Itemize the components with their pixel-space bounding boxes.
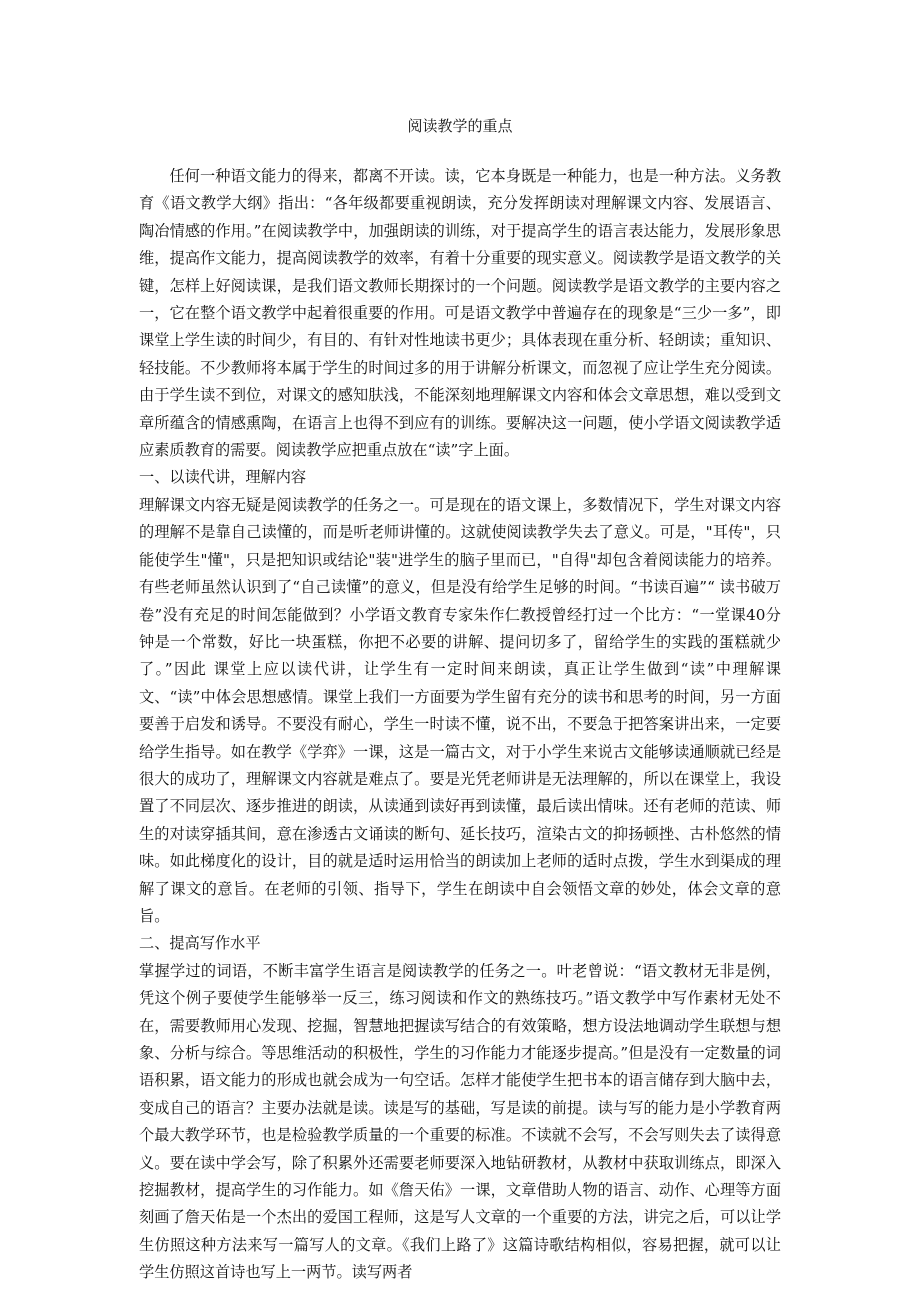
section-paragraph-1: 理解课文内容无疑是阅读教学的任务之一。可是现在的语文课上，多数情况下，学生对课文内容的理解不是靠自己读懂的，而是听老师讲懂的。这就使阅读教学失去了意义。可是，"耳传"，只能使学生"懂"，只是把知识或结论"装"进学生的脑子里而已，"自得"却包含着阅读能力的培养。有些老师虽然认识到了“自己读懂”的意义，但是没有给学生足够的时间。“书读百遍”“ 读书破万卷”没有充足的时间怎能做到？小学语文教育专家朱作仁教授曾经打过一个比方：“一堂课40分钟是一个常数，好比一块蛋糕，你把不必要的讲解、提问切多了，留给学生的实践的蛋糕就少了。”因此 课堂上应以读代讲，让学生有一定时间来朗读，真正让学生做到“读”中理解课文、“读”中体会思想感情。课堂上我们一方面要为学生留有充分的读书和思考的时间，另一方面要善于启发和诱导。不要没有耐心，学生一时读不懂，说不出，不要急于把答案讲出来，一定要给学生指导。如在教学《学弈》一课，这是一篇古文，对于小学生来说古文能够读通顺就已经是很大的成功了，理解课文内容就是难点了。要是光凭老师讲是无法理解的，所以在课堂上，我设置了不同层次、逐步推进的朗读，从读通到读好再到读懂，最后读出情味。还有老师的范读、师生的对读穿插其间，意在渗透古文诵读的断句、延长技巧，渲染古文的抑扬顿挫、古朴悠然的情味。如此梯度化的设计，目的就是适时运用恰当的朗读加上老师的适时点拨，学生水到渠成的理解了课文的意旨。在老师的引领、指导下，学生在朗读中自会领悟文章的妙处，体会文章的意旨。 (139, 495, 781, 925)
section-paragraph-2: 掌握学过的词语，不断丰富学生语言是阅读教学的任务之一。叶老曾说：“语文教材无非是例，凭这个例子要使学生能够举一反三，练习阅读和作文的熟练技巧。”语文教学中写作素材无处不在，需要教师用心发现、挖掘，智慧地把握读写结合的有效策略，想方设法地调动学生联想与想象、分析与综合。等思维活动的积极性，学生的习作能力才能逐步提高。”但是没有一定数量的词语积累，语文能力的形成也就会成为一句空话。怎样才能使学生把书本的语言储存到大脑中去，变成自己的语言？主要办法就是读。读是写的基础，写是读的前提。读与写的能力是小学教育两个最大教学环节，也是检验教学质量的一个重要的标准。不读就不会写，不会写则失去了读得意义。要在读中学会写，除了积累外还需要老师要深入地钻研教材，从教材中获取训练点，即深入挖掘教材，提高学生的习作能力。如《詹天佑》一课，文章借助人物的语言、动作、心理等方面刻画了詹天佑是一个杰出的爱国工程师，这是写人文章的一个重要的方法，讲完之后，可以让学生仿照这种方法来写一篇写人的文章。《我们上路了》这篇诗歌结构相似，容易把握，就可以让学生仿照这首诗也写上一两节。读写两者 (139, 961, 781, 1282)
section-heading-1: 一、以读代讲，理解内容 (139, 468, 307, 487)
section-heading-2: 二、提高写作水平 (139, 934, 261, 953)
intro-paragraph: 任何一种语文能力的得来，都离不开读。读，它本身既是一种能力，也是一种方法。义务教育《语文教学大纲》指出：“各年级都要重视朗读，充分发挥朗读对理解课文内容、发展语言、陶冶情感的作用。”在阅读教学中，加强朗读的训练，对于提高学生的语言表达能力，发展形象思维，提高作文能力，提高阅读教学的效率，有着十分重要的现实意义。阅读教学是语文教学的关键，怎样上好阅读课，是我们语文教师长期探讨的一个问题。阅读教学是语文教学的主要内容之一，它在整个语文教学中起着很重要的作用。可是语文教学中普遍存在的现象是“三少一多”，即课堂上学生读的时间少，有目的、有针对性地读书更少；具体表现在重分析、轻朗读；重知识、轻技能。不少教师将本属于学生的时间过多的用于讲解分析课文，而忽视了应让学生充分阅读。由于学生读不到位，对课文的感知肤浅，不能深刻地理解课文内容和体会文章思想，难以受到文章所蕴含的情感熏陶，在语言上也得不到应有的训练。要解决这一问题，使小学语文阅读教学适应素质教育的需要。阅读教学应把重点放在“读”字上面。 (139, 167, 781, 460)
document-body (139, 163, 781, 1287)
document-title: 阅读教学的重点 (407, 117, 513, 135)
